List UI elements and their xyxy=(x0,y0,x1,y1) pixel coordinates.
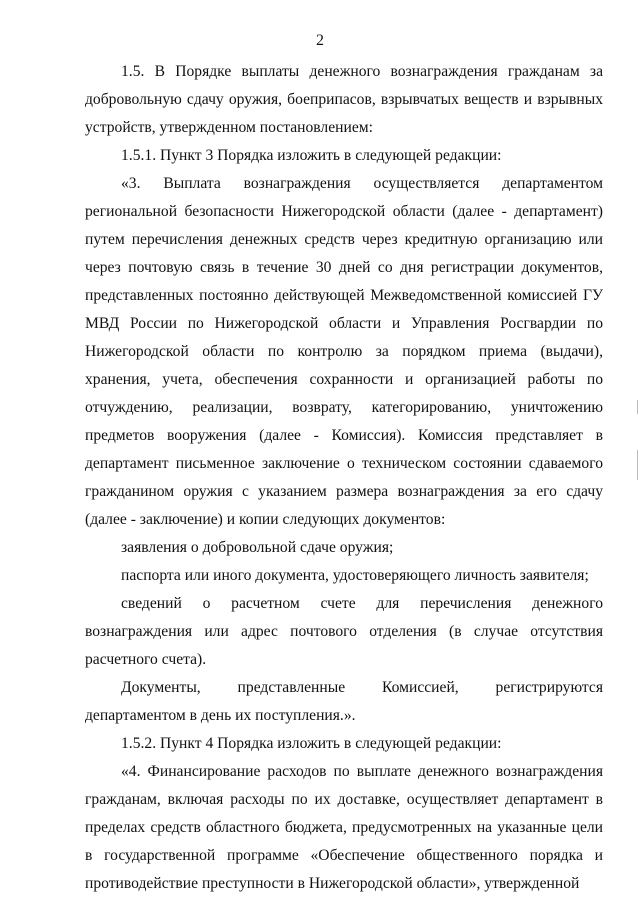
paragraph-1-5: 1.5. В Порядке выплаты денежного вознаграждения гражданам за добровольную сдачу оружия, боеприпасов, взрывчатых веществ и взрывных устройств, утвержденном постановлением: xyxy=(85,63,603,136)
list-item-account-details: сведений о расчетном счете для перечисления денежного вознаграждения или адрес почтового отделения (в случае отсутствия расчетного счета). xyxy=(85,595,603,668)
list-item-application: заявления о добровольной сдаче оружия; xyxy=(121,539,394,556)
paragraph-point-4: «4. Финансирование расходов по выплате денежного вознаграждения гражданам, включая расходы по их доставке, осуществляет департамент в пределах средств областного бюджета, предусмотренных на указанные цели в государственной программе «Обеспечение общественного порядка и противодействие преступности в Нижегородской области», утвержденной xyxy=(85,763,603,892)
paragraph-point-3: «3. Выплата вознаграждения осуществляется департаментом региональной безопасности Нижегородской области (далее - департамент) путем перечисления денежных средств через кредитную организацию или через почтовую связь в течение 30 дней со дня регистрации документов, представленных постоянно действующей Межведомственной комиссией ГУ МВД России по Нижегородской области и Управления Росгвардии по Нижегородской области по контролю за порядком приема (выдачи), хранения, учета, обеспечения сохранности и организацией работы по отчуждению, реализации, возврату, категорированию, уничтожению предметов вооружения (далее - Комиссия). Комиссия представляет в департамент письменное заключение о техническом состоянии сдаваемого гражданином оружия с указанием размера вознаграждения за его сдачу (далее - заключение) и копии следующих документов: xyxy=(85,175,603,528)
list-item-passport: паспорта или иного документа, удостоверяющего личность заявителя; xyxy=(121,567,589,584)
document-body xyxy=(85,58,603,898)
paragraph-documents-registration: Документы, представленные Комиссией, регистрируются департаментом в день их поступления.». xyxy=(85,679,603,724)
scan-edge-mark xyxy=(637,400,638,414)
paragraph-1-5-1: 1.5.1. Пункт 3 Порядка изложить в следующей редакции: xyxy=(121,147,502,164)
page-number: 2 xyxy=(316,32,324,49)
scan-edge-mark xyxy=(637,450,638,480)
paragraph-1-5-2: 1.5.2. Пункт 4 Порядка изложить в следующей редакции: xyxy=(121,735,502,752)
